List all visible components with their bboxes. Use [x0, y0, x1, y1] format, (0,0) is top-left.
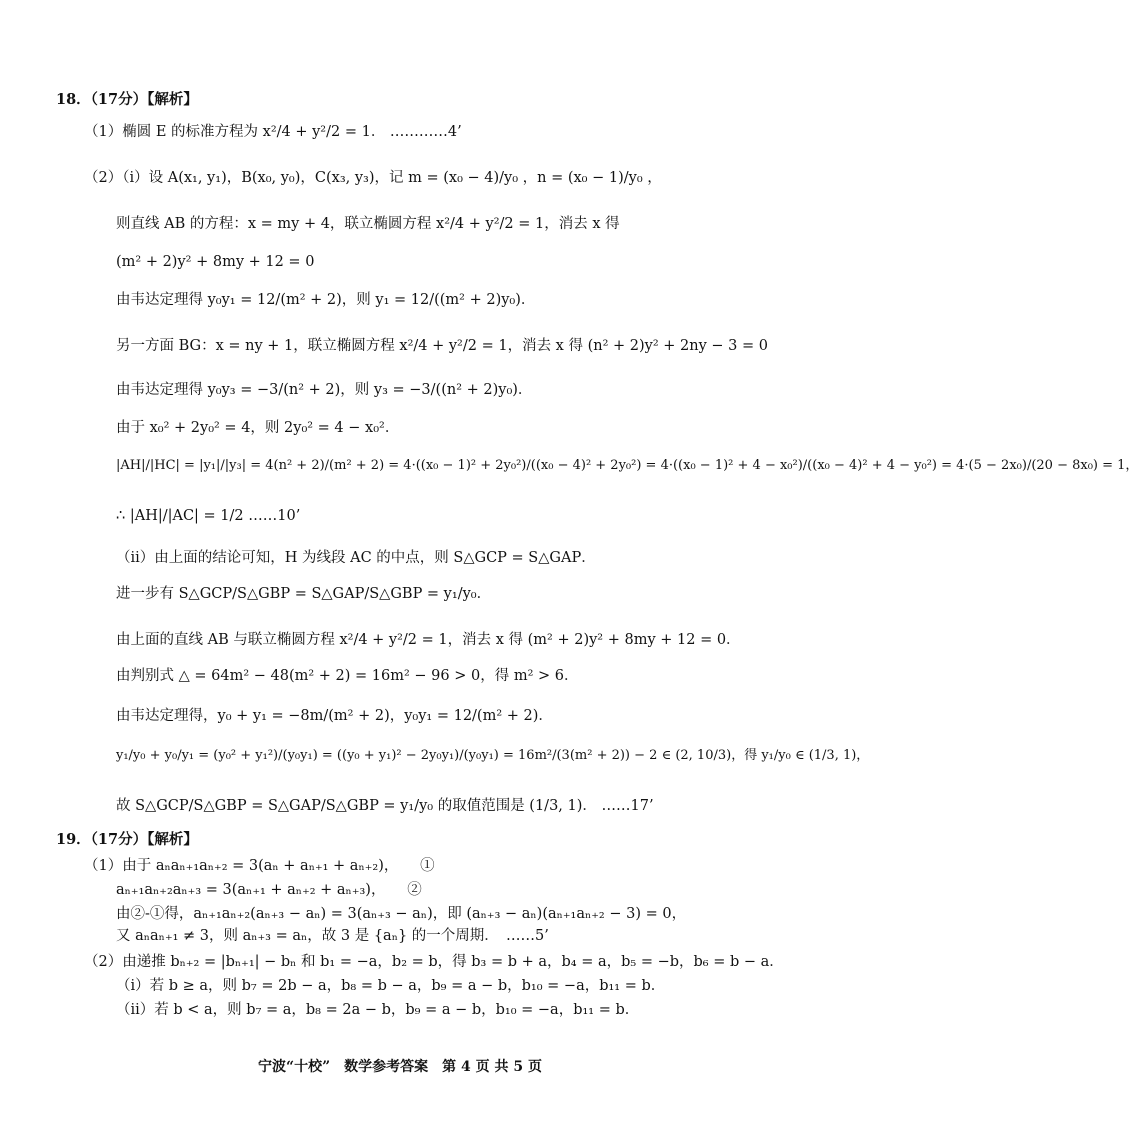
- q18-area-ratio: 进一步有 S△GCP/S△GBP = S△GAP/S△GBP = y₁/y₀．: [116, 586, 492, 602]
- q18-ratio-ah-hc: |AH|/|HC| = |y₁|/|y₃| = 4(n² + 2)/(m² + 2) = 4·((x₀ − 1)² + 2y₀²)/((x₀ − 4)² + 2y₀²) = 4·((x₀ − 1)² + 4 − x₀²)/((x₀ − 4)² + 4 − y₀²) = 4·(5 − 2x₀)/(20 − 8x₀) = 1，: [116, 458, 1138, 473]
- q18-part1: （1）椭圆 E 的标准方程为 x²/4 + y²/2 = 1． …………4’: [84, 124, 462, 140]
- q18-range-derivation: y₁/y₀ + y₀/y₁ = (y₀² + y₁²)/(y₀y₁) = ((y₀ + y₁)² − 2y₀y₁)/(y₀y₁) = 16m²/(3(m² + 2)) − 2 ∈ (2, 10/3)，得 y₁/y₀ ∈ (1/3, 1)，: [116, 748, 870, 763]
- q18-conclusion-ah-ac: ∴ |AH|/|AC| = 1/2 ……10’: [116, 508, 301, 524]
- q18-header: 18．（17分）【解析】: [56, 91, 198, 108]
- q19-part2-recurrence: （2）由递推 bₙ₊₂ = |bₙ₊₁| − bₙ 和 b₁ = −a，b₂ = b，得 b₃ = b + a，b₄ = a，b₅ = −b，b₆ = b − a．: [84, 954, 784, 970]
- q19-header: 19．（17分）【解析】: [56, 831, 198, 848]
- q19-subtract: 由②-①得，aₙ₊₁aₙ₊₂(aₙ₊₃ − aₙ) = 3(aₙ₊₃ − aₙ)，即 (aₙ₊₃ − aₙ)(aₙ₊₁aₙ₊₂ − 3) = 0，: [116, 906, 687, 922]
- q18-line-ab-again: 由上面的直线 AB 与联立椭圆方程 x²/4 + y²/2 = 1，消去 x 得 (m² + 2)y² + 8my + 12 = 0．: [116, 632, 741, 648]
- q19-case-ii: （ii）若 b < a，则 b₇ = a，b₈ = 2a − b，b₉ = a − b，b₁₀ = −a，b₁₁ = b．: [116, 1002, 640, 1018]
- q18-ellipse-relation: 由于 x₀² + 2y₀² = 4，则 2y₀² = 4 − x₀²．: [116, 420, 400, 436]
- q19-case-i: （i）若 b ≥ a，则 b₇ = 2b − a，b₈ = b − a，b₉ = a − b，b₁₀ = −a，b₁₁ = b．: [116, 978, 666, 994]
- q19-period: 又 aₙaₙ₊₁ ≠ 3，则 aₙ₊₃ = aₙ，故 3 是 {aₙ} 的一个周期． ……5’: [116, 928, 549, 944]
- q18-vieta-sum-product: 由韦达定理得，y₀ + y₁ = −8m/(m² + 2)，y₀y₁ = 12/(m² + 2)．: [116, 708, 553, 724]
- q18-quadratic-ab: (m² + 2)y² + 8my + 12 = 0: [116, 254, 315, 270]
- q18-final-answer: 故 S△GCP/S△GBP = S△GAP/S△GBP = y₁/y₀ 的取值范围是 (1/3, 1)． ……17’: [116, 798, 654, 814]
- q18-line-bg: 另一方面 BG：x = ny + 1，联立椭圆方程 x²/4 + y²/2 = 1，消去 x 得 (n² + 2)y² + 2ny − 3 = 0: [116, 338, 768, 354]
- q18-discriminant: 由判别式 △ = 64m² − 48(m² + 2) = 16m² − 96 > 0，得 m² > 6．: [116, 668, 579, 684]
- q19-eq1: （1）由于 aₙaₙ₊₁aₙ₊₂ = 3(aₙ + aₙ₊₁ + aₙ₊₂)， ①: [84, 858, 435, 874]
- q18-vieta-ab: 由韦达定理得 y₀y₁ = 12/(m² + 2)，则 y₁ = 12/((m² + 2)y₀)．: [116, 292, 536, 308]
- q18-line-ab: 则直线 AB 的方程：x = my + 4，联立椭圆方程 x²/4 + y²/2 = 1，消去 x 得: [116, 216, 620, 232]
- q18-part2-ii: （ii）由上面的结论可知，H 为线段 AC 的中点，则 S△GCP = S△GAP．: [116, 550, 596, 566]
- q18-part2-setup: （2）（i）设 A(x₁, y₁)，B(x₀, y₀)，C(x₃, y₃)，记 m = (x₀ − 4)/y₀ ，n = (x₀ − 1)/y₀ ，: [84, 170, 662, 186]
- q18-vieta-bg: 由韦达定理得 y₀y₃ = −3/(n² + 2)，则 y₃ = −3/((n² + 2)y₀)．: [116, 382, 533, 398]
- q19-eq2: aₙ₊₁aₙ₊₂aₙ₊₃ = 3(aₙ₊₁ + aₙ₊₂ + aₙ₊₃)， ②: [116, 882, 422, 898]
- page-footer: 宁波“十校” 数学参考答案 第 4 页 共 5 页: [258, 1059, 542, 1075]
